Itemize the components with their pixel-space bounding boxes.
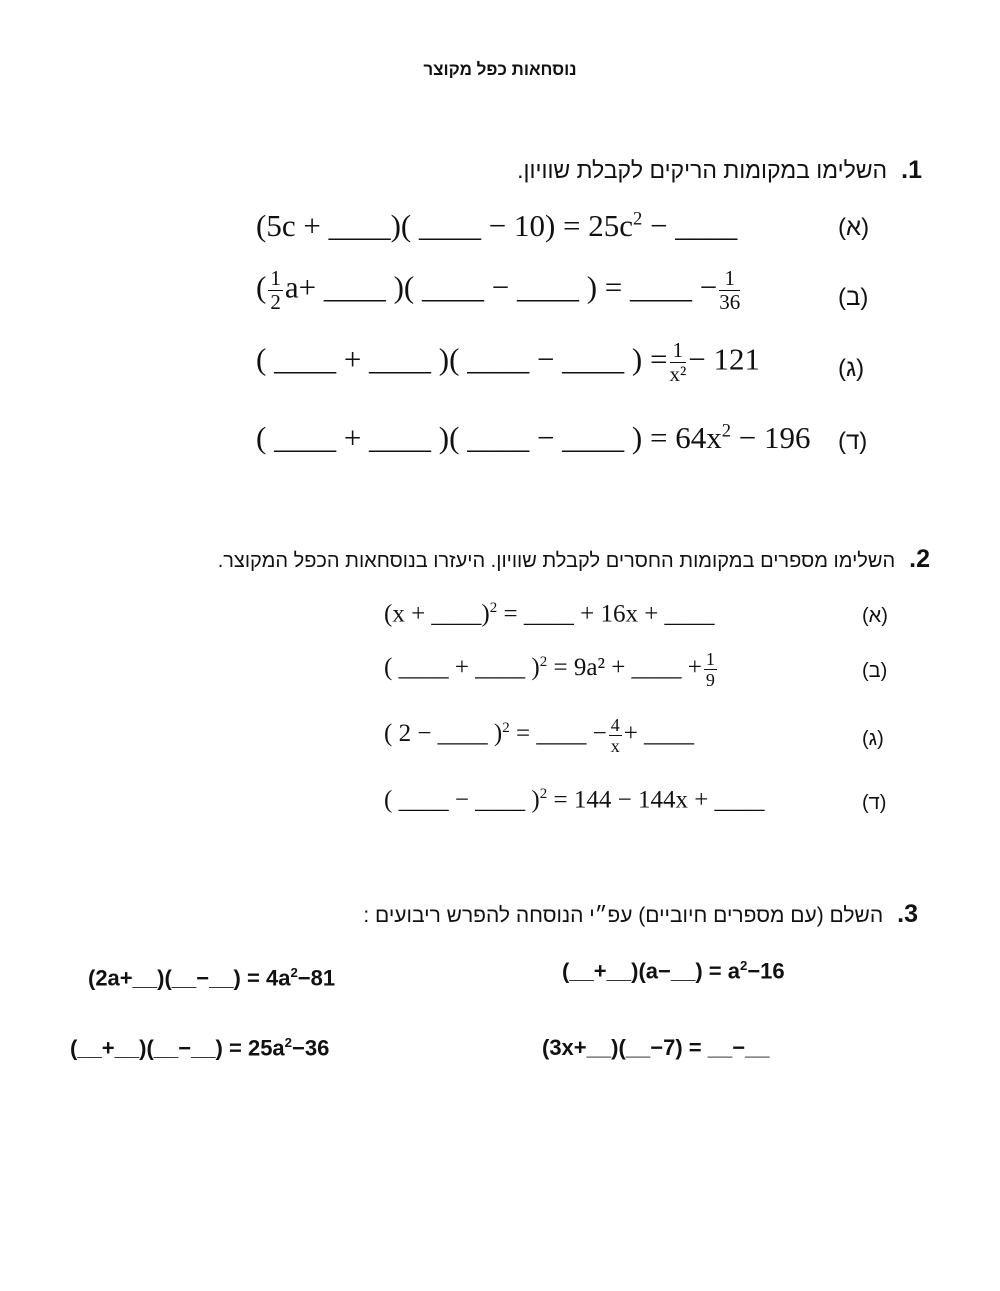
q1-d-right: − 196 — [731, 420, 811, 455]
q2-b-exp: 2 — [539, 653, 548, 670]
q3-equation-4: (__+__)(__−__) = $25a^2-36$ — [70, 1035, 330, 1061]
q2-label-c: (ג) — [862, 728, 884, 750]
q2-label-b: (ב) — [862, 660, 888, 682]
q1-a-right: − ____ — [642, 208, 738, 243]
q1-label-b: (ב) — [838, 284, 869, 311]
q2-equation-c — [384, 716, 694, 755]
q2-a-exp: 2 — [489, 600, 498, 616]
q1-b-fraction-2: $\frac{1}{36}$ — [719, 266, 741, 314]
question-3-header — [363, 900, 918, 929]
question-2-number: 2. — [909, 545, 930, 573]
question-2-instruction: השלימו מספרים במקומות החסרים לקבלת שוויון. היעזרו בנוסחאות הכפל המקוצר. — [217, 550, 896, 572]
q1-label-a: (א) — [838, 214, 870, 241]
q1-b-pre: ( — [256, 269, 267, 305]
q1-equation-d — [256, 420, 811, 456]
question-2-header — [218, 545, 930, 574]
q1-a-left: (5c + ____)( ____ − 10) = 25c — [256, 208, 634, 243]
q1-c-left: ( ____ + ____ )( ____ − ____ ) = — [256, 341, 668, 377]
q1-d-left: ( ____ + ____ )( ____ − ____ ) = 64x — [256, 420, 722, 455]
q2-c-fraction: $\frac{4}{x}$ — [610, 715, 620, 756]
q2-a-right: = ____ + 16x + ____ — [497, 600, 715, 628]
q2-c-right: = ____ − — [509, 720, 607, 748]
q3-equation-3: (3x+__)(__−7) = __−__ — [542, 1035, 770, 1060]
q1-b-mid: a+ ____ )( ____ − ____ ) = ____ − — [284, 269, 718, 305]
q3-equation-1: (__+__)(a−__) = $a^2-16$ — [562, 958, 785, 984]
q1-equation-a — [256, 208, 737, 244]
question-1-header — [517, 156, 922, 185]
q1-label-c: (ג) — [838, 355, 865, 382]
q2-c-left: ( 2 − ____ ) — [384, 720, 503, 748]
q2-a-left: (x + ____) — [384, 600, 490, 628]
q2-b-left: ( ____ + ____ ) — [384, 654, 540, 682]
q1-d-exp: 2 — [721, 420, 732, 442]
question-1-number: 1. — [901, 156, 922, 184]
q2-d-exp: 2 — [539, 786, 548, 802]
q2-b-fraction: $\frac{1}{9}$ — [705, 649, 715, 690]
q2-c-exp: 2 — [502, 719, 510, 736]
q2-b-right: = 9a² + ____ + — [547, 654, 702, 682]
page-title: נוסחאות כפל מקוצר — [423, 60, 577, 79]
q2-d-left: ( ____ − ____ ) — [384, 786, 540, 814]
q2-label-d: (ד) — [862, 792, 887, 814]
q3-equation-2: (2a+__)(__−__) = $4a^2-81$ — [88, 965, 336, 991]
q1-c-fraction: $\frac{1}{\text{x²}}$ — [669, 338, 687, 386]
q1-equation-c — [256, 340, 760, 385]
q1-equation-b — [256, 268, 742, 313]
q1-c-right: − 121 — [688, 341, 761, 377]
q2-equation-b — [384, 650, 719, 689]
q2-equation-a — [384, 600, 715, 628]
question-3-instruction: השלם (עם מספרים חיוביים) עפ״י הנוסחה להפרש ריבועים : — [363, 904, 884, 927]
q2-label-a: (א) — [862, 605, 888, 627]
q1-b-fraction-1: $\frac{1}{2}$ — [270, 266, 281, 314]
q2-c-tail: + ____ — [623, 720, 695, 748]
question-3-number: 3. — [897, 900, 918, 928]
q2-d-right: = 144 − 144x + ____ — [547, 786, 765, 814]
q1-a-exp: 2 — [633, 208, 643, 230]
q1-label-d: (ד) — [838, 428, 868, 455]
q2-equation-d — [384, 786, 765, 814]
question-1-instruction: השלימו במקומות הריקים לקבלת שוויון. — [517, 157, 888, 183]
